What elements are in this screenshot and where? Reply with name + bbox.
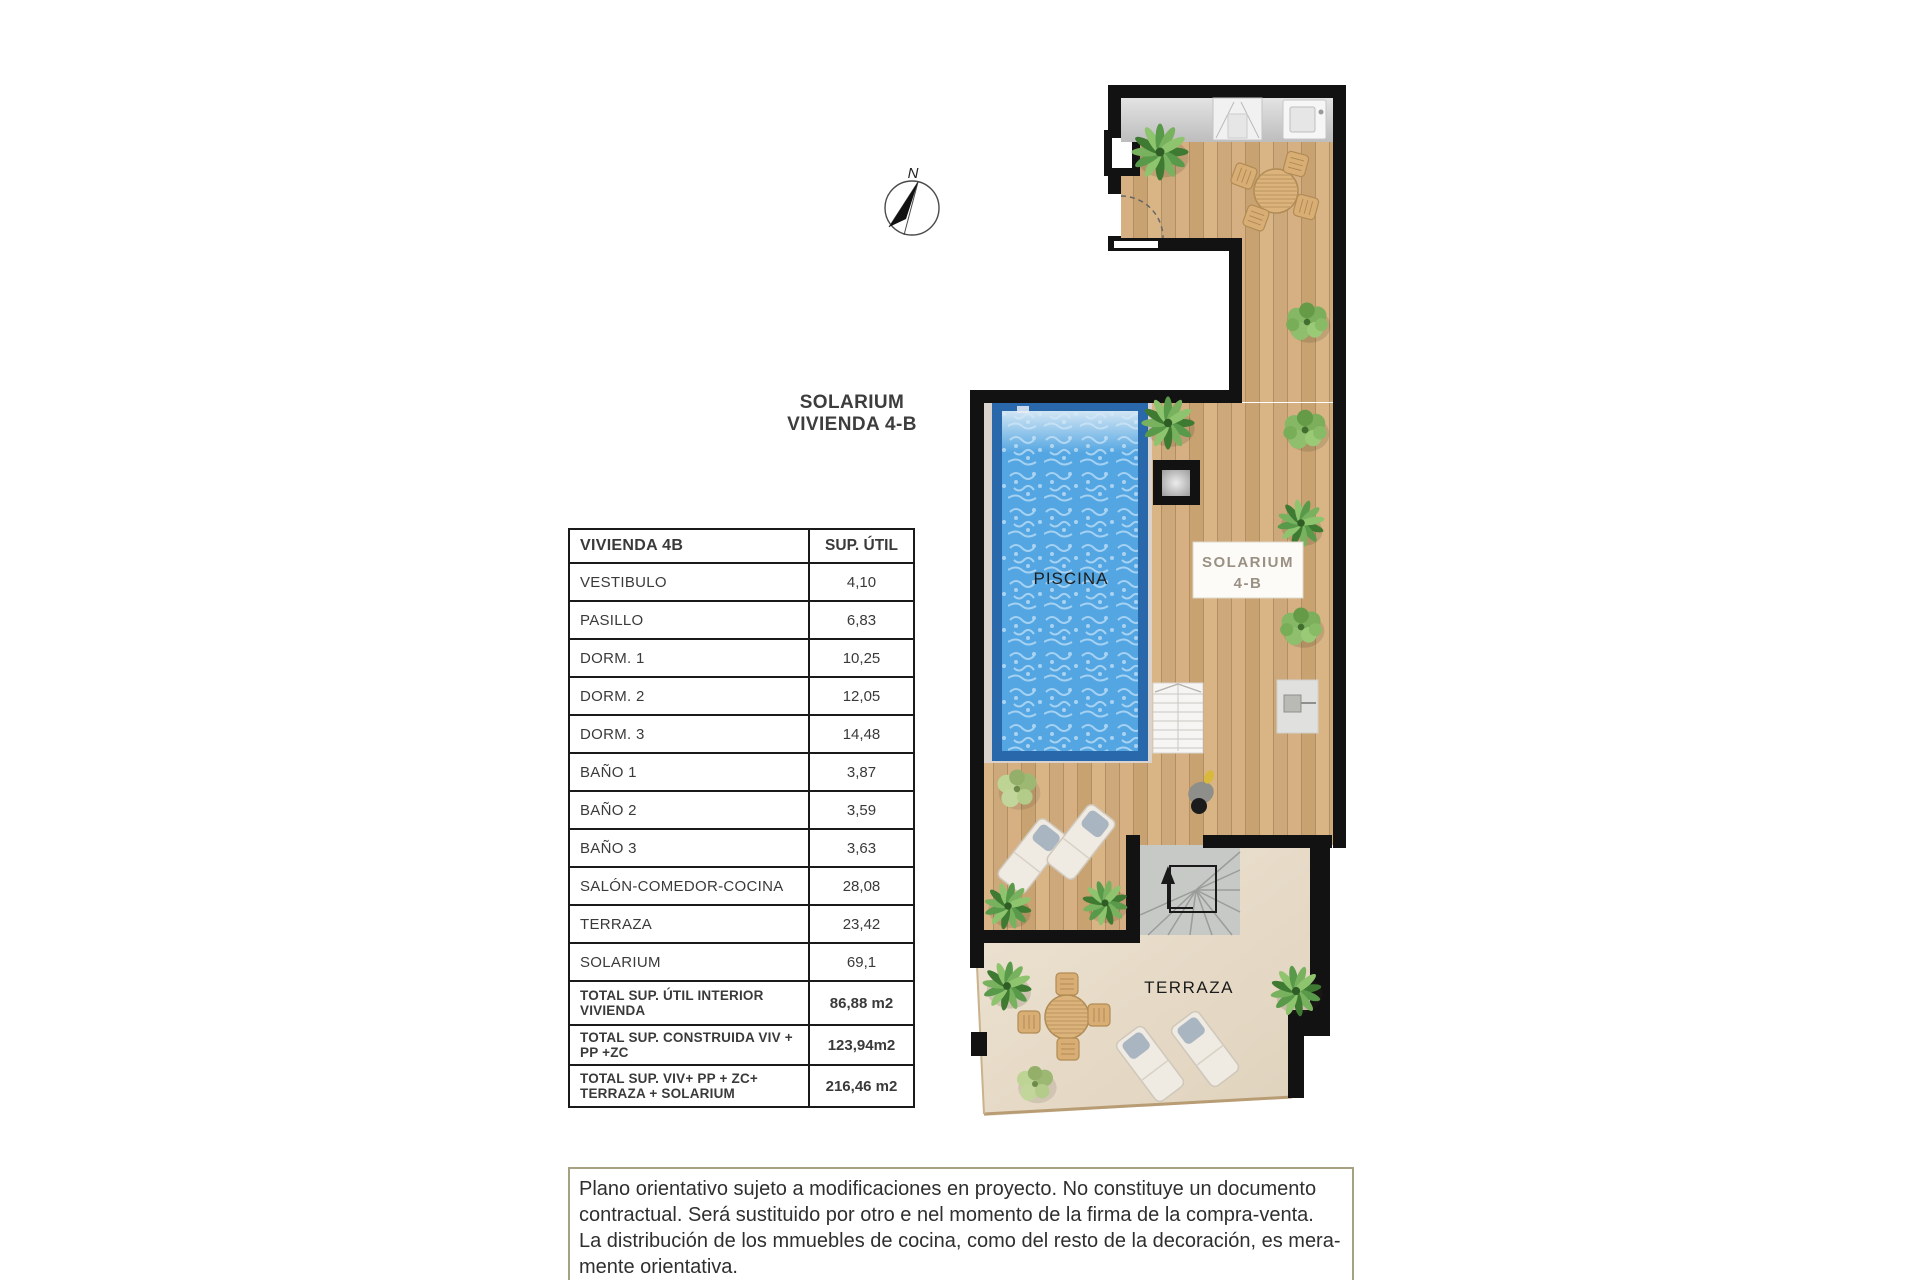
disclaimer-line: La distribución de los mmuebles de cocina, como del resto de la decoración, es mera-: [579, 1230, 1341, 1252]
row-label: PASILLO: [570, 602, 810, 638]
row-label: DORM. 1: [570, 640, 810, 676]
row-value: 23,42: [842, 915, 881, 933]
table-header-name: VIVIENDA 4B: [570, 530, 810, 562]
pool-tech-box: [1153, 460, 1200, 505]
row-value: 3,59: [846, 801, 877, 819]
terrace-label: TERRAZA: [1144, 978, 1234, 997]
total-label: TOTAL SUP. ÚTIL INTERIOR VIVIENDA: [570, 982, 810, 1024]
row-value: 3,63: [846, 839, 877, 857]
row-label: TERRAZA: [570, 906, 810, 942]
total-value: 86,88 m2: [829, 994, 894, 1012]
compass-north-label: N: [907, 165, 919, 182]
row-label: DORM. 3: [570, 716, 810, 752]
disclaimer-box: [568, 1167, 1354, 1280]
grill-hood: [1213, 98, 1262, 140]
winder-staircase: [1140, 845, 1240, 935]
row-label: DORM. 2: [570, 678, 810, 714]
pool-steps: [1153, 683, 1203, 753]
total-value: 216,46 m2: [825, 1077, 898, 1095]
sink: [1283, 100, 1326, 139]
row-label: BAÑO 3: [570, 830, 810, 866]
solarium-label-box: [1193, 542, 1303, 598]
row-label: BAÑO 1: [570, 754, 810, 790]
table-header-area: SUP. ÚTIL: [825, 537, 898, 554]
compass-rose: [885, 165, 939, 235]
disclaimer-line: contractual. Será sustituido por otro e nel momento de la firma de la compra-venta.: [579, 1204, 1314, 1226]
row-label: SOLARIUM: [570, 944, 810, 980]
disclaimer-line: mente orientativa.: [579, 1256, 738, 1278]
row-value: 14,48: [842, 725, 881, 743]
row-value: 3,87: [846, 763, 877, 781]
row-value: 10,25: [842, 649, 881, 667]
row-value: 6,83: [846, 611, 877, 629]
outdoor-shower-pad: [1277, 680, 1318, 733]
pool-ladder: [1017, 406, 1029, 413]
row-label: SALÓN-COMEDOR-COCINA: [570, 868, 810, 904]
row-value: 4,10: [846, 573, 877, 591]
total-label: TOTAL SUP. VIV+ PP + ZC+ TERRAZA + SOLARIUM: [570, 1066, 810, 1106]
page-title-line2: VIVIENDA 4-B: [787, 414, 917, 435]
row-value: 12,05: [842, 687, 881, 705]
total-value: 123,94m2: [827, 1036, 896, 1054]
disclaimer-line: Plano orientativo sujeto a modificaciones en proyecto. No constituye un documento: [579, 1178, 1317, 1200]
row-label: VESTIBULO: [570, 564, 810, 600]
solarium-label-line2: 4-B: [1233, 575, 1263, 592]
total-label: TOTAL SUP. CONSTRUIDA VIV + PP +ZC: [570, 1026, 810, 1064]
page-title-line1: SOLARIUM: [799, 392, 905, 413]
solarium-label-line1: SOLARIUM: [1202, 554, 1294, 571]
row-value: 28,08: [842, 877, 881, 895]
row-label: BAÑO 2: [570, 792, 810, 828]
pool-label: PISCINA: [1033, 569, 1109, 588]
row-value: 69,1: [846, 953, 877, 971]
